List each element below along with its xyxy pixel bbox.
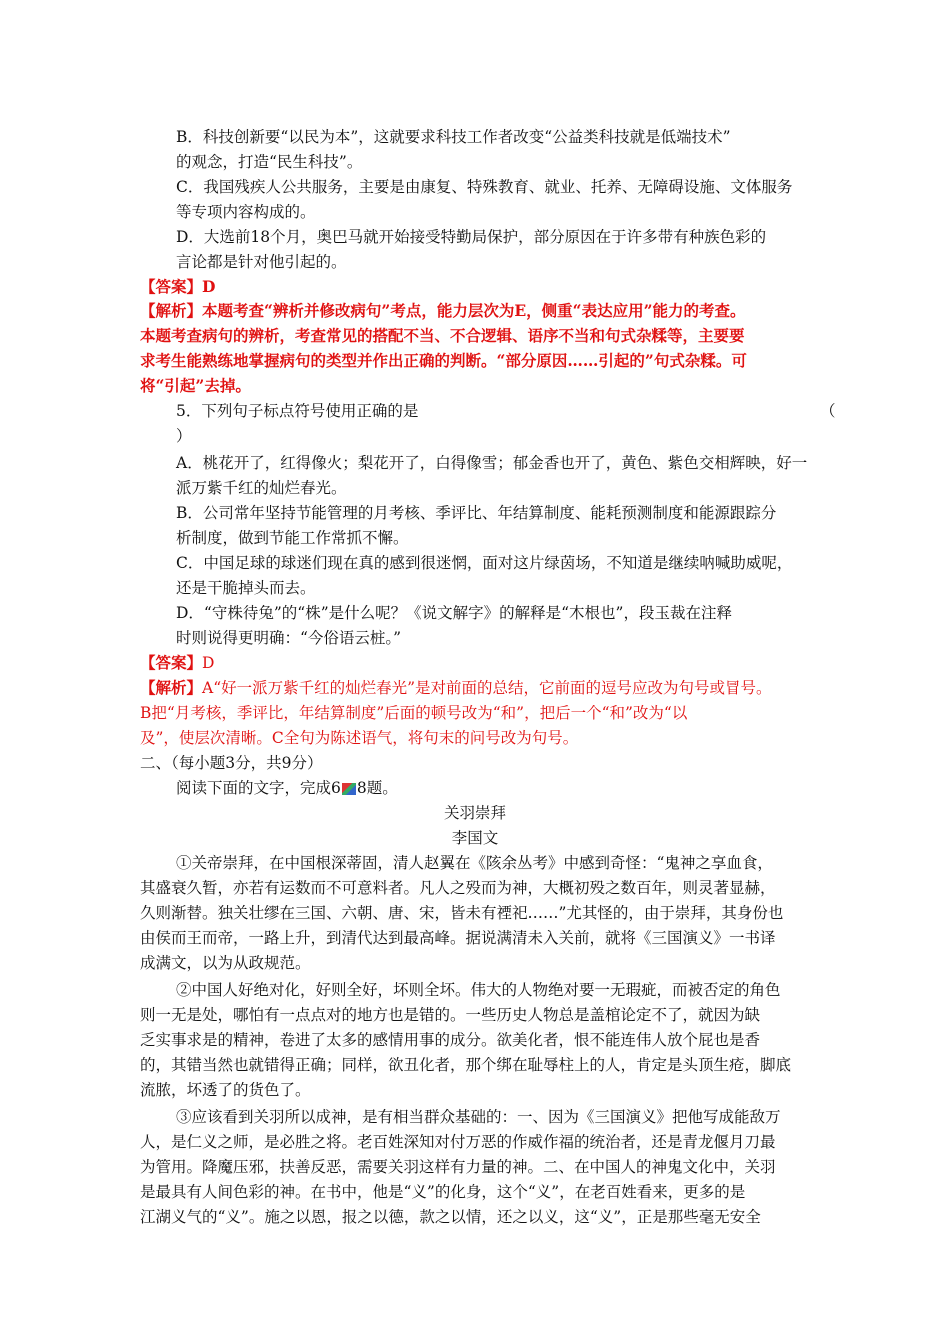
q4-analysis-line3: 求考生能熟练地掌握病句的类型并作出正确的判断。“部分原因……引起的”句式杂糅。可 xyxy=(140,351,747,370)
article-title: 关羽崇拜 xyxy=(443,804,506,822)
paragraph-1-line: 久则渐替。独关壮缪在三国、六朝、唐、宋，皆未有禋祀……”尤其怪的，由于崇拜，其身份也 xyxy=(140,904,784,922)
q4-option-b-line1: B．科技创新要“以民为本”，这就要求科技工作者改变“公益类科技就是低端技术” xyxy=(176,128,731,146)
section2-instruction xyxy=(176,777,398,799)
q5-analysis-line2: B把“月考核，季评比，年结算制度”后面的顿号改为“和”，把后一个“和”改为“以 xyxy=(140,704,688,722)
q5-option-c-line2: 还是干脆掉头而去。 xyxy=(176,579,316,597)
instruction-prefix: 阅读下面的文字，完成6 xyxy=(176,779,341,797)
paragraph-3-line: 江湖义气的“义”。施之以恩，报之以德，款之以情，还之以义，这“义”，正是那些毫无安全 xyxy=(140,1208,761,1226)
stamp-mark-icon xyxy=(342,783,356,795)
section2-heading: 二、（每小题3分，共9分） xyxy=(140,754,323,772)
q4-answer-value: D xyxy=(202,277,216,296)
paragraph-1-line: 其盛衰久暂，亦若有运数而不可意料者。凡人之殁而为神，大概初殁之数百年，则灵著显赫， xyxy=(140,879,776,897)
article-author: 李国文 xyxy=(451,829,499,847)
q4-analysis-line2: 本题考查病句的辨析，考查常见的搭配不当、不合逻辑、语序不当和句式杂糅等，主要要 xyxy=(140,326,745,345)
q4-option-c-line2: 等专项内容构成的。 xyxy=(176,203,316,221)
q4-answer xyxy=(140,276,215,298)
q5-analysis-line1 xyxy=(140,677,772,699)
paragraph-3-line: 人，是仁义之师，是必胜之将。老百姓深知对付万恶的作威作福的统治者，还是青龙偃月刀最 xyxy=(140,1133,776,1151)
paragraph-2-line: 的，其错当然也就错得正确；同样，欲丑化者，那个绑在耻辱柱上的人，肯定是头顶生疮，脚底 xyxy=(140,1056,792,1074)
paragraph-1-line: 成满文，以为从政规范。 xyxy=(140,954,311,972)
q4-analysis-tag: 【解析】 xyxy=(140,301,203,320)
paragraph-3-line: 为管用。降魔压邪，扶善反恶，需要关羽这样有力量的神。二、在中国人的神鬼文化中，关羽 xyxy=(140,1158,776,1176)
q5-option-a-line1: A．桃花开了，红得像火；梨花开了，白得像雪；郁金香也开了，黄色、紫色交相辉映，好一 xyxy=(176,454,808,472)
q4-option-b-line2: 的观念，打造“民生科技”。 xyxy=(176,153,363,171)
paragraph-2-line: 流脓，坏透了的货色了。 xyxy=(140,1081,311,1099)
paragraph-3-line: 是最具有人间色彩的神。在书中，他是“义”的化身，这个“义”，在老百姓看来，更多的是 xyxy=(140,1183,746,1201)
paragraph-1-line: ①关帝崇拜，在中国根深蒂固，清人赵翼在《陔余丛考》中感到奇怪：“鬼神之享血食， xyxy=(176,854,773,872)
q5-option-a-line2: 派万紫千红的灿烂春光。 xyxy=(176,479,347,497)
q4-answer-tag: 【答案】 xyxy=(140,277,203,296)
paragraph-3-line: ③应该看到关羽所以成神，是有相当群众基础的：一、因为《三国演义》把他写成能敌万 xyxy=(176,1108,781,1126)
q5-option-c-line1: C．中国足球的球迷们现在真的感到很迷惘，面对这片绿茵场，不知道是继续呐喊助威呢， xyxy=(176,554,793,572)
q4-option-d-line1: D．大选前18个月，奥巴马就开始接受特勤局保护，部分原因在于许多带有种族色彩的 xyxy=(176,228,767,246)
q5-paren-close: ） xyxy=(176,427,192,445)
paragraph-1-line: 由侯而王而帝，一路上升，到清代达到最高峰。据说满清未入关前，就将《三国演义》一书译 xyxy=(140,929,776,947)
q5-answer xyxy=(140,652,214,674)
q4-analysis-line1 xyxy=(140,300,746,322)
q4-analysis-text1: 本题考查“辨析并修改病句”考点，能力层次为E，侧重“表达应用”能力的考查。 xyxy=(202,301,746,320)
q5-analysis-line3: 及”，使层次清晰。C全句为陈述语气，将句末的问号改为句号。 xyxy=(140,729,579,747)
q5-option-b-line1: B．公司常年坚持节能管理的月考核、季评比、年结算制度、能耗预测制度和能源跟踪分 xyxy=(176,504,777,522)
paragraph-2-line: ②中国人好绝对化，好则全好，坏则全坏。伟大的人物绝对要一无瑕疵，而被否定的角色 xyxy=(176,981,781,999)
q5-answer-tag: 【答案】 xyxy=(140,653,203,672)
q4-analysis-line4: 将“引起”去掉。 xyxy=(140,376,251,395)
q5-analysis-text1: A“好一派万紫千红的灿烂春光”是对前面的总结，它前面的逗号应改为句号或冒号。 xyxy=(202,679,772,697)
q4-option-d-line2: 言论都是针对他引起的。 xyxy=(176,253,347,271)
q5-option-d-line1: D．“守株待兔”的“株”是什么呢？《说文解字》的解释是“木根也”，段玉裁在注释 xyxy=(176,604,732,622)
q5-paren-open: （ xyxy=(820,402,836,420)
q5-option-d-line2: 时则说得更明确：“今俗语云桩。” xyxy=(176,629,402,647)
paragraph-2-line: 则一无是处，哪怕有一点点对的地方也是错的。一些历史人物总是盖棺论定不了，就因为缺 xyxy=(140,1006,761,1024)
q4-option-c-line1: C．我国残疾人公共服务，主要是由康复、特殊教育、就业、托养、无障碍设施、文体服务 xyxy=(176,178,793,196)
instruction-suffix: 8题。 xyxy=(356,779,398,797)
paragraph-2-line: 乏实事求是的精神，卷进了太多的感情用事的成分。欲美化者，恨不能连伟人放个屁也是香 xyxy=(140,1031,761,1049)
q5-analysis-tag: 【解析】 xyxy=(140,678,203,697)
q5-stem: 5．下列句子标点符号使用正确的是 xyxy=(176,402,419,420)
q5-answer-value: D xyxy=(202,654,215,672)
q5-option-b-line2: 析制度，做到节能工作常抓不懈。 xyxy=(176,529,409,547)
